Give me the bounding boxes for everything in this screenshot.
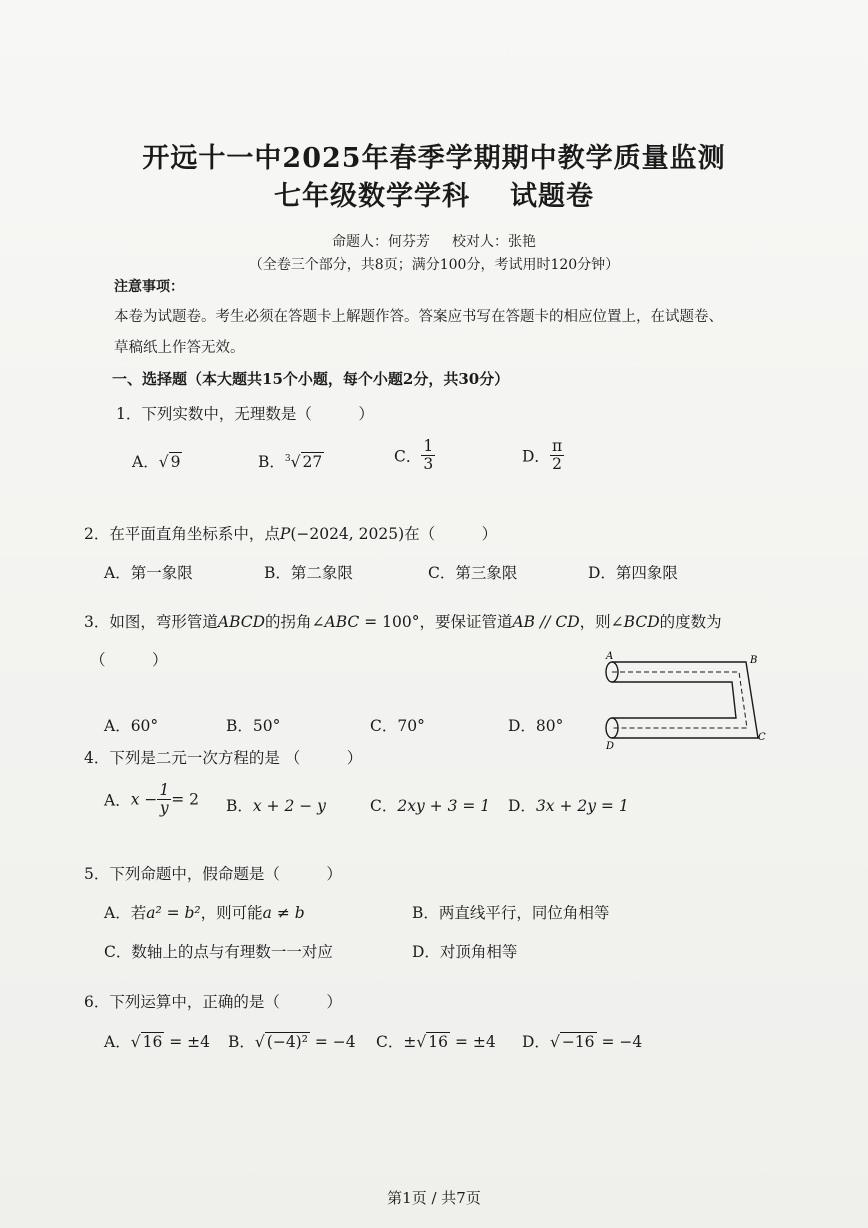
- page-footer: 第1页 / 共7页: [387, 1189, 481, 1207]
- question-6-stem: 6．下列运算中，正确的是（ ）: [84, 993, 342, 1011]
- q6-option-a: A．√ 16 = ±4: [104, 1033, 211, 1051]
- q2-option-d: D．第四象限: [588, 564, 678, 582]
- q4-option-a: A．x − $\frac{1}{y}$ = 2: [104, 781, 200, 818]
- section-heading: 一、选择题（本大题共15个小题，每个小题2分，共30分）: [112, 370, 510, 388]
- q3-option-a: A．60°: [104, 717, 159, 735]
- question-4-stem: 4．下列是二元一次方程的是 （ ）: [84, 749, 363, 767]
- question-3-stem: 3．如图，弯形管道ABCD的拐角∠ABC = 100°，要保证管道AB // CD，则∠BCD的度数为: [84, 613, 722, 631]
- q3-option-d: D．80°: [508, 717, 564, 735]
- q3-option-c: C．70°: [370, 717, 425, 735]
- q1-option-b: B．$^3$√ 27: [258, 453, 323, 471]
- q3-option-b: B．50°: [226, 717, 281, 735]
- question-1-stem: 1．下列实数中，无理数是（ ）: [116, 405, 374, 423]
- paper-type: 试题卷: [510, 181, 594, 212]
- q4-option-d: D．3x + 2y = 1: [508, 797, 629, 815]
- figure-label-a: A: [606, 651, 614, 662]
- exam-title-line1: 开远十一中2025年春季学期期中教学质量监测: [142, 143, 726, 174]
- q5-option-a: A．若a² = b²，则可能a ≠ b: [104, 904, 305, 922]
- figure-label-b: B: [750, 655, 758, 666]
- checker: 校对人：张艳: [452, 234, 536, 250]
- q6-option-d: D．√ −16 = −4: [522, 1033, 643, 1051]
- q6-option-c: C．±√ 16 = ±4: [376, 1033, 496, 1051]
- q4-option-b: B．x + 2 − y: [226, 797, 326, 815]
- question-3-bracket: （ ）: [90, 651, 168, 669]
- q2-option-c: C．第三象限: [428, 564, 518, 582]
- author-line: [0, 231, 868, 251]
- notice-heading: 注意事项：: [114, 279, 184, 295]
- q2-option-b: B．第二象限: [264, 564, 353, 582]
- author: 命题人：何芬芳: [332, 234, 430, 250]
- q5-option-d: D．对顶角相等: [412, 943, 518, 961]
- q1-option-d: D． $\frac{\pi}{2}$: [522, 437, 563, 474]
- q5-option-c: C．数轴上的点与有理数一一对应: [104, 943, 333, 961]
- q6-option-b: B．√ (−4)² = −4: [228, 1033, 356, 1051]
- q5-option-b: B．两直线平行，同位角相等: [412, 904, 610, 922]
- pipe-figure: [598, 648, 776, 752]
- q1-option-a: A．√ 9: [132, 453, 181, 471]
- exam-title-line2: [0, 174, 868, 213]
- question-2-stem: 2．在平面直角坐标系中，点P(−2024, 2025)在（ ）: [84, 525, 498, 543]
- notice-line2: 草稿纸上作答无效。: [114, 340, 245, 356]
- q2-option-a: A．第一象限: [104, 564, 193, 582]
- notice-line1: 本卷为试题卷。考生必须在答题卡上解题作答。答案应书写在答题卡的相应位置上，在试题卷、: [114, 309, 723, 325]
- exam-info: （全卷三个部分，共8页；满分100分，考试用时120分钟）: [248, 257, 620, 273]
- q4-option-c: C．2xy + 3 = 1: [370, 797, 491, 815]
- q1-option-c: C． $\frac{1}{3}$: [394, 437, 434, 474]
- question-5-stem: 5．下列命题中，假命题是（ ）: [84, 865, 342, 883]
- figure-label-c: C: [758, 732, 766, 743]
- figure-label-d: D: [606, 741, 615, 752]
- subject-title: 七年级数学学科: [274, 181, 470, 212]
